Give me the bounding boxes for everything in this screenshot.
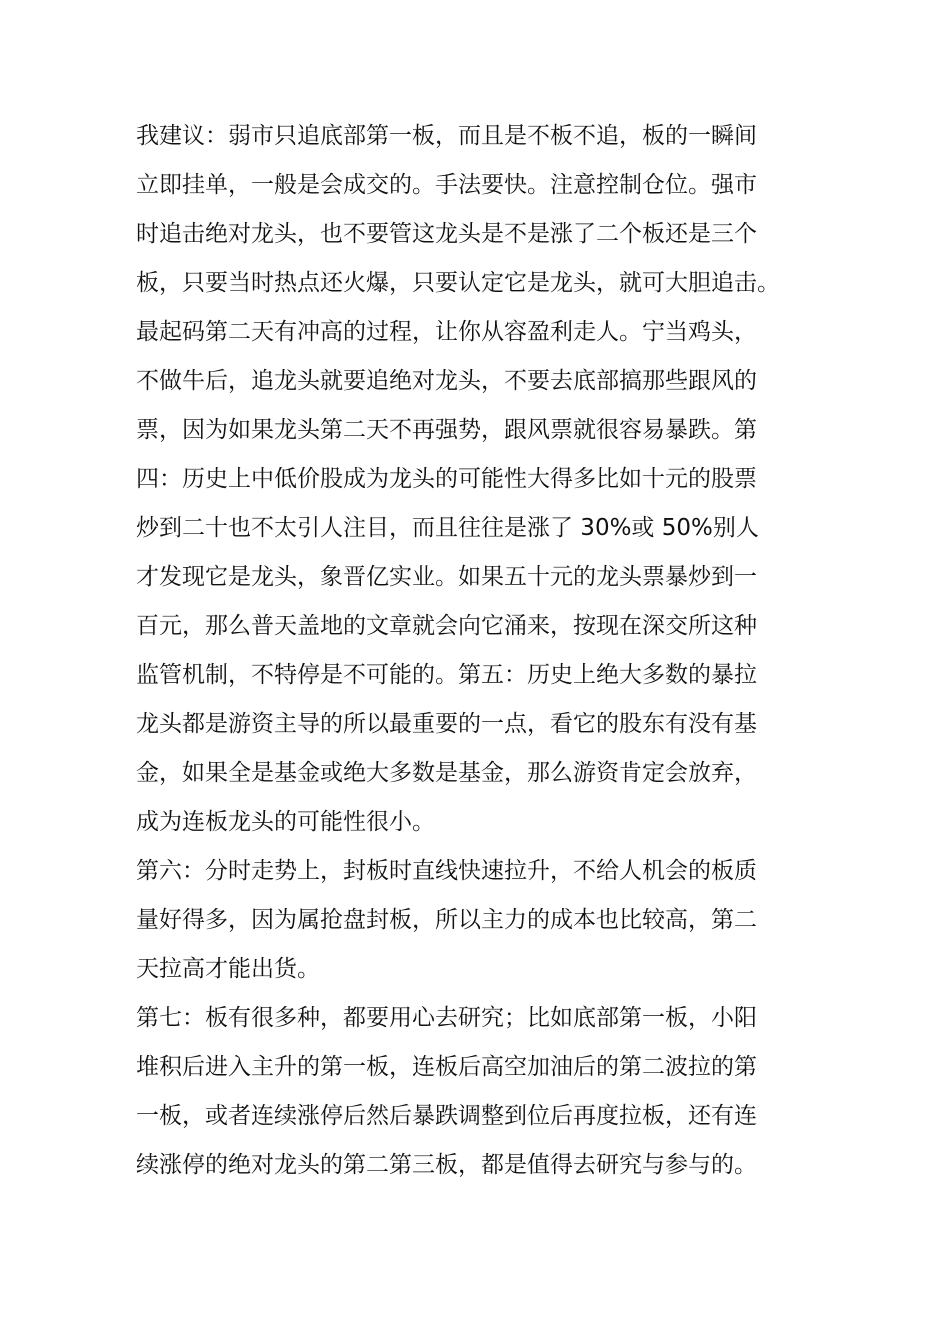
body-text — [136, 112, 836, 1190]
text-line: 才发现它是龙头，象晋亿实业。如果五十元的龙头票暴炒到一 — [136, 564, 757, 590]
text-line: 最起码第二天有冲高的过程，让你从容盈利走人。宁当鸡头， — [136, 319, 757, 345]
text-line: 板，只要当时热点还火爆，只要认定它是龙头，就可大胆追击。 — [136, 270, 780, 296]
text-line: 第七：板有很多种，都要用心去研究；比如底部第一板，小阳 — [136, 1005, 757, 1031]
text-line: 一板，或者连续涨停后然后暴跌调整到位后再度拉板，还有连 — [136, 1103, 757, 1129]
text-line: 百元，那么普天盖地的文章就会向它涌来，按现在深交所这种 — [136, 613, 757, 639]
text-line: 续涨停的绝对龙头的第二第三板，都是值得去研究与参与的。 — [136, 1152, 757, 1178]
text-line: 龙头都是游资主导的所以最重要的一点，看它的股东有没有基 — [136, 711, 757, 737]
text-line: 成为连板龙头的可能性很小。 — [136, 809, 435, 835]
text-line: 炒到二十也不太引人注目，而且往往是涨了 30%或 50%别人 — [136, 515, 759, 541]
text-line: 第六：分时走势上，封板时直线快速拉升，不给人机会的板质 — [136, 858, 757, 884]
text-line: 立即挂单，一般是会成交的。手法要快。注意控制仓位。强市 — [136, 172, 757, 198]
text-line: 票，因为如果龙头第二天不再强势，跟风票就很容易暴跌。第 — [136, 417, 757, 443]
text-line: 量好得多，因为属抢盘封板，所以主力的成本也比较高，第二 — [136, 907, 757, 933]
text-line: 堆积后进入主升的第一板，连板后高空加油后的第二波拉的第 — [136, 1054, 757, 1080]
text-line: 天拉高才能出货。 — [136, 956, 320, 982]
text-line: 四：历史上中低价股成为龙头的可能性大得多比如十元的股票 — [136, 466, 757, 492]
text-line: 监管机制，不特停是不可能的。第五：历史上绝大多数的暴拉 — [136, 662, 757, 688]
text-line: 金，如果全是基金或绝大多数是基金，那么游资肯定会放弃， — [136, 760, 757, 786]
text-line: 不做牛后，追龙头就要追绝对龙头，不要去底部搞那些跟风的 — [136, 368, 757, 394]
text-line: 时追击绝对龙头，也不要管这龙头是不是涨了二个板还是三个 — [136, 221, 757, 247]
text-line: 我建议：弱市只追底部第一板，而且是不板不追，板的一瞬间 — [136, 123, 757, 149]
